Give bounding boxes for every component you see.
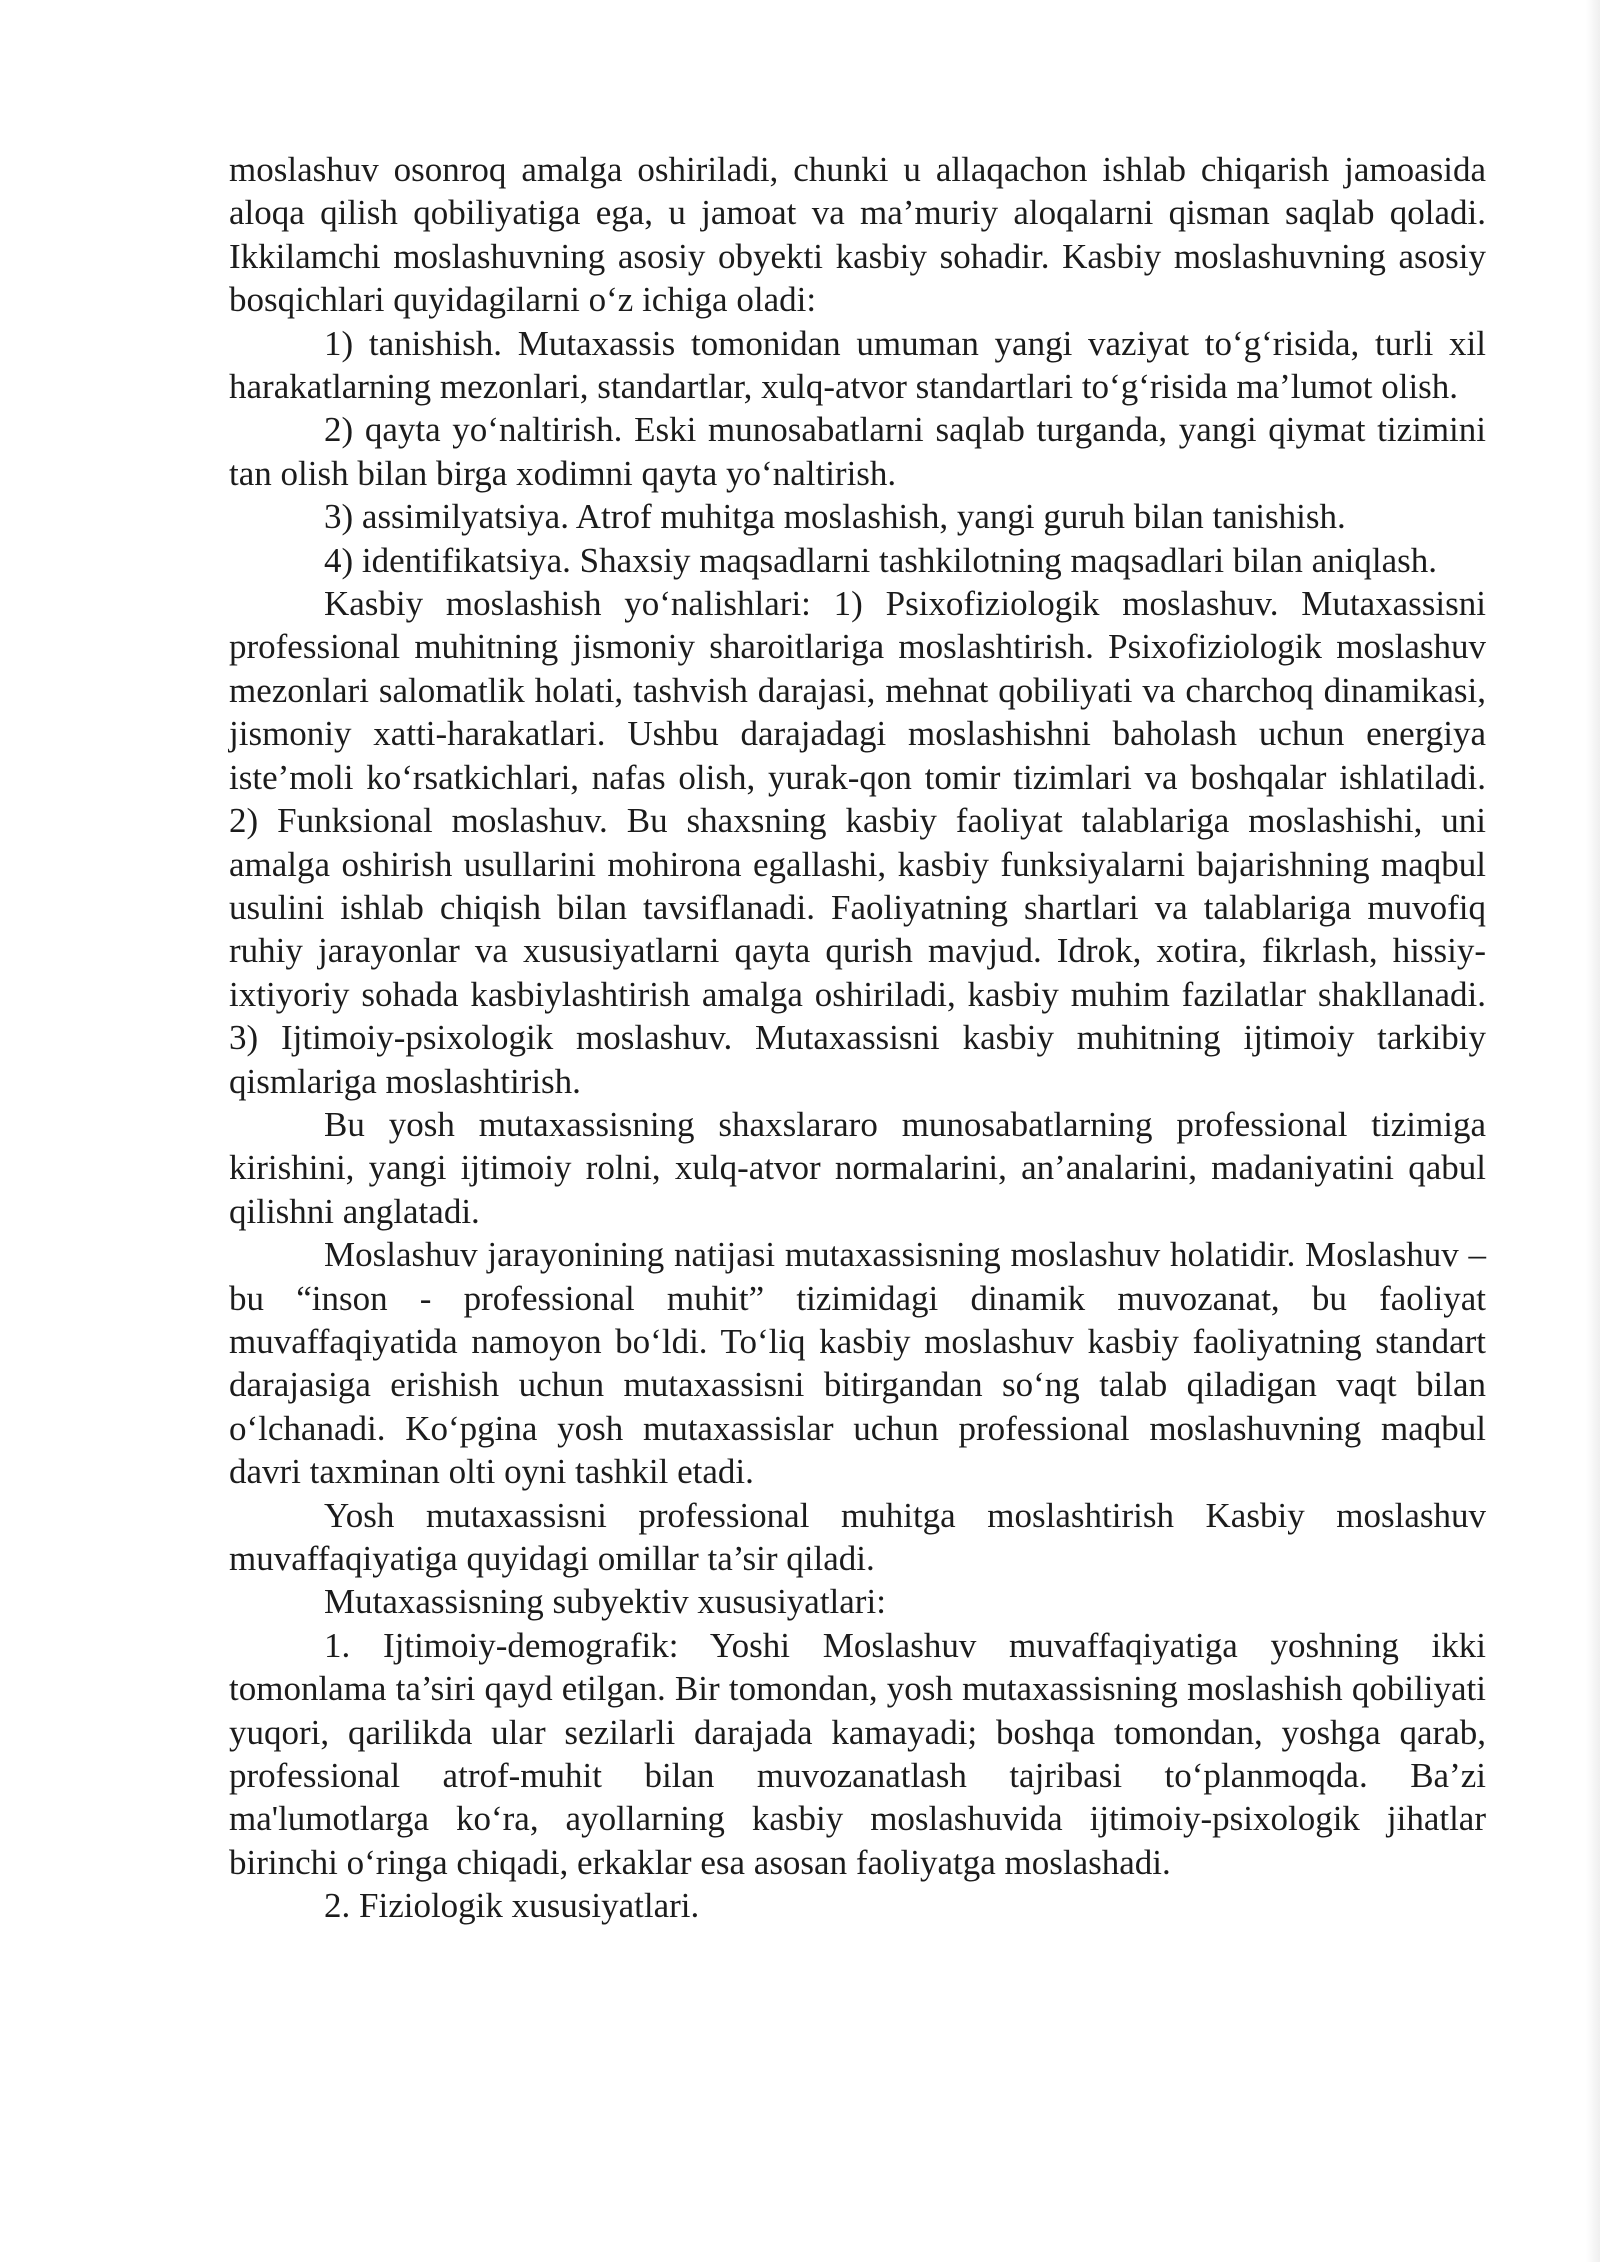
paragraph-success-factors: Yosh mutaxassisni professional muhitga moslashtirish Kasbiy moslashuv muvaffaqiyatiga quyidagi omillar ta’sir qiladi. [229,1495,1486,1578]
paragraph-social-roles: Bu yosh mutaxassisning shaxslararo munosabatlarning professional tizimiga kirishini, yangi ijtimoiy rolni, xulq-atvor normalarini, an’analarini, madaniyatini qabul qilishni anglatadi. [229,1104,1486,1231]
paragraph-socio-demographic: 1. Ijtimoiy-demografik: Yoshi Moslashuv muvaffaqiyatiga yoshning ikki tomonlama ta’siri qayd etilgan. Bir tomondan, yosh mutaxassisning moslashish qobiliyati yuqori, qarilikda ular sezilarli darajada kamayadi; boshqa tomondan, yoshga qarab, professional atrof-muhit bilan muvozanatlash tajribasi to‘planmoqda. Ba’zi ma'lumotlarga ko‘ra, ayollarning kasbiy moslashuvida ijtimoiy-psixologik jihatlar birinchi o‘ringa chiqadi, erkaklar esa asosan faoliyatga moslashadi. [229,1625,1486,1882]
paragraph-stage-identification: 4) identifikatsiya. Shaxsiy maqsadlarni tashkilotning maqsadlari bilan aniqlash. [324,540,1437,580]
page-edge-shadow [1586,0,1600,2262]
paragraph-subjective-traits-heading: Mutaxassisning subyektiv xususiyatlari: [324,1582,886,1622]
paragraph-stage-familiarization: 1) tanishish. Mutaxassis tomonidan umuman yangi vaziyat to‘g‘risida, turli xil harakatlarning mezonlari, standartlar, xulq-atvor standartlari to‘g‘risida ma’lumot olish. [229,323,1486,407]
paragraph-physiological: 2. Fiziologik xususiyatlari. [324,1886,700,1926]
document-body [229,148,1486,1928]
paragraph-adaptation-result: Moslashuv jarayonining natijasi mutaxassisning moslashuv holatidir. Moslashuv – bu “inson - professional muhit” tizimidagi dinamik muvozanat, bu faoliyat muvaffaqiyatida namoyon bo‘ldi. To‘liq kasbiy moslashuv kasbiy faoliyatning standart darajasiga erishish uchun mutaxassisni bitirgandan so‘ng talab qiladigan vaqt bilan o‘lchanadi. Ko‘pgina yosh mutaxassislar uchun professional moslashuvning maqbul davri taxminan olti oyni tashkil etadi. [229,1235,1486,1492]
paragraph-stage-reorientation: 2) qayta yo‘naltirish. Eski munosabatlarni saqlab turganda, yangi qiymat tizimini tan olish bilan birga xodimni qayta yo‘naltirish. [229,410,1486,493]
paragraph-adaptation-directions: Kasbiy moslashish yo‘nalishlari: 1) Psixofiziologik moslashuv. Mutaxassisni professional muhitning jismoniy sharoitlariga moslashtirish. Psixofiziologik moslashuv mezonlari salomatlik holati, tashvish darajasi, mehnat qobiliyati va charchoq dinamikasi, jismoniy xatti-harakatlari. Ushbu darajadagi moslashishni baholash uchun energiya iste’moli ko‘rsatkichlari, nafas olish, yurak-qon tomir tizimlari va boshqalar ishlatiladi. 2) Funksional moslashuv. Bu shaxsning kasbiy faoliyat talablariga moslashishi, uni amalga oshirish usullarini mohirona egallashi, kasbiy funksiyalarni bajarishning maqbul usulini ishlab chiqish bilan tavsiflanadi. Faoliyatning shartlari va talablariga muvofiq ruhiy jarayonlar va xususiyatlarni qayta qurish mavjud. Idrok, xotira, fikrlash, hissiy-ixtiyoriy sohada kasbiylashtirish amalga oshiriladi, kasbiy muhim fazilatlar shakllanadi. 3) Ijtimoiy-psixologik moslashuv. Mutaxassisni kasbiy muhitning ijtimoiy tarkibiy qismlariga moslashtirish. [229,584,1486,1101]
paragraph-adaptation-intro: moslashuv osonroq amalga oshiriladi, chunki u allaqachon ishlab chiqarish jamoasida aloqa qilish qobiliyatiga ega, u jamoat va ma’muriy aloqalarni qisman saqlab qoladi. Ikkilamchi moslashuvning asosiy obyekti kasbiy sohadir. Kasbiy moslashuvning asosiy bosqichlari quyidagilarni o‘z ichiga oladi: [229,150,1486,320]
paragraph-stage-assimilation: 3) assimilyatsiya. Atrof muhitga moslashish, yangi guruh bilan tanishish. [324,497,1346,537]
